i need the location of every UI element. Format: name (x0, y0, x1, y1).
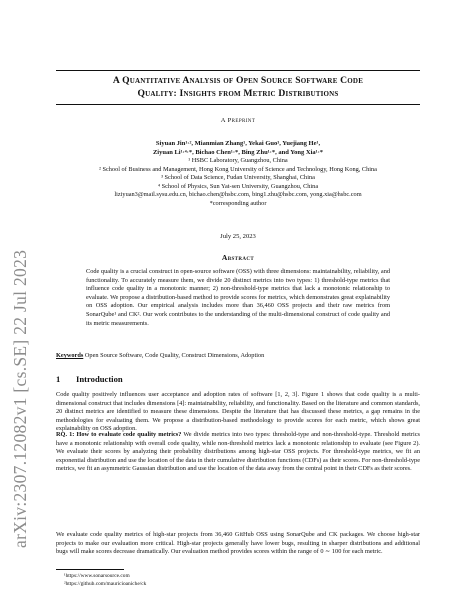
paper-date: July 25, 2023 (220, 233, 256, 240)
keywords-line (56, 352, 420, 359)
footnote-rule (56, 569, 124, 570)
paper-title (56, 74, 420, 100)
affiliation-3: ³ School of Data Science, Fudan University, Shanghai, China (161, 174, 315, 181)
arxiv-watermark (6, 80, 36, 550)
intro-paragraph-1: Code quality positively influences user acceptance and adoption rates of software [1, 2, 3]. Figure 1 shows that code quality is a multi-dimensional construct that includes dimensions [4]: maintainability, reliability, and functionality. Based on the literature and common standards, 20 distinct metrics are identified to measure these dimensions. Despite the literature that has discussed these metrics, a gap remains in the methodologies for evaluating them. We propose a distribution-based methodology to provide scores for each metric, which shows great explainability on OSS adoption. (56, 391, 420, 432)
intro-paragraph-3: We evaluate code quality metrics of high-star projects from 36,460 GitHub OSS using SonarQube and CK packages. We choose high-star projects to make our evaluation more critical. High-star projects generally have lower bugs, resulting in sharper distributions and additional bugs will make scores decrease dramatically. Our evaluation method provides scores within the range of 0 ∼ 100 for each metric. (56, 531, 420, 555)
keywords-text: Open Source Software, Code Quality, Construct Dimensions, Adoption (84, 352, 265, 359)
abstract-text: Code quality is a crucial construct in open-source software (OSS) with three dimensions: maintainability, reliability, and functionality. To accurately measure them, we divide 20 distinct metrics into two types: 1) threshold-type metrics that influence code quality in a monotonic manner; 2) non-threshold-type metrics that lack a monotonic relationship to evaluate. We propose a distribution-based method to provide scores for metrics, which demonstrates great explainability on OSS adoption. Our empirical analysis includes more than 36,460 OSS projects and their raw metrics from SonarQube¹ and CK². Our work contributes to the understanding of the multi-dimensional construct of code quality and its metric measurements. (86, 268, 390, 327)
rq1-text: We divide metrics into two types: threshold-type and non-threshold-type. Threshold metrics have a monotonic relationship with overall code quality, while non-threshold metrics lack a monotonic relationship to evaluate (see Figure 2). We evaluate their scores by analyzing their probability distributions among high-star OSS projects. For threshold-type metrics, we fit an exponential distribution and use the location of the data in their cumulative distribution functions (CDFs) as their scores. For non-threshold-type metrics, we fit an asymmetric Gaussian distribution and use the location of the data away from the central point in their CDFs as their scores. (56, 431, 420, 472)
section-number: 1 (56, 374, 61, 384)
affiliations (56, 157, 420, 208)
corresponding-note: *corresponding author (209, 199, 267, 207)
intro-paragraph-2 (56, 431, 420, 474)
authors-line-2: Ziyuan Li¹·⁴·*, Bichao Chen¹·*, Bing Zhu¹·*, and Yong Xia¹·* (152, 148, 324, 156)
affiliation-4: ⁴ School of Physics, Sun Yat-sen University, Guangzhou, China (157, 182, 319, 190)
abstract-heading: Abstract (221, 253, 255, 262)
author-list (56, 140, 420, 157)
section-title: Introduction (76, 374, 123, 384)
authors-line-1: Siyuan Jin¹·², Mianmian Zhang¹, Yekai Guo³, Yuejiang He¹, (155, 140, 321, 147)
section-heading (56, 374, 123, 384)
title-bottom-rule (56, 104, 420, 105)
title-line-2: Quality: Insights from Metric Distributions (137, 88, 339, 99)
keywords-label: Keywords (56, 352, 84, 359)
preprint-label: A Preprint (220, 117, 256, 124)
footnotes (64, 572, 146, 588)
title-line-1: A Quantitative Analysis of Open Source Software Code (112, 75, 364, 86)
affiliation-2: ² School of Business and Management, Hong Kong University of Science and Technology, Hong Kong, China (99, 165, 377, 173)
arxiv-id: arXiv:2307.12082v1 [cs.SE] 22 Jul 2023 (10, 249, 30, 548)
footnote-1[interactable]: ¹https://www.sonarsource.com (64, 573, 130, 579)
author-emails: liziyuan3@mail.sysu.edu.cn, bichao.chen@hsbc.com, bing1.zhu@hsbc.com, yong.xia@hsbc.com (114, 191, 362, 198)
rq1-label: RQ. 1: How to evaluate code quality metrics? (56, 431, 182, 438)
footnote-2[interactable]: ²https://github.com/mauricioaniche/ck (64, 581, 147, 588)
title-top-rule (56, 70, 420, 71)
affiliation-1: ¹ HSBC Laboratory, Guangzhou, China (188, 157, 288, 164)
